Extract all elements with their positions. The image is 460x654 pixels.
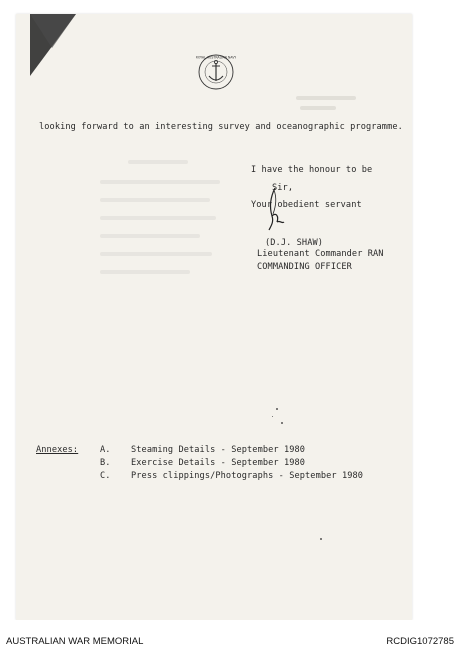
annex-letter: B. bbox=[100, 458, 111, 468]
opening-line: looking forward to an interesting survey and oceanographic programme. bbox=[39, 122, 403, 132]
annexes-heading: Annexes: bbox=[36, 445, 79, 455]
speck bbox=[272, 416, 273, 417]
document-page bbox=[16, 14, 412, 620]
signatory-title: COMMANDING OFFICER bbox=[257, 262, 352, 272]
signatory-rank: Lieutenant Commander RAN bbox=[257, 249, 384, 259]
speck bbox=[276, 408, 278, 410]
annex-letter: A. bbox=[100, 445, 111, 455]
annex-text: Press clippings/Photographs - September 1980 bbox=[131, 471, 364, 481]
valediction: Your obedient servant bbox=[251, 200, 362, 210]
annex-letter: C. bbox=[100, 471, 111, 481]
dark-corner-shadow bbox=[16, 14, 76, 76]
annex-text: Exercise Details - September 1980 bbox=[131, 458, 306, 468]
closing-line: I have the honour to be bbox=[251, 165, 373, 175]
speck bbox=[281, 422, 283, 424]
footer-institution: AUSTRALIAN WAR MEMORIAL bbox=[6, 636, 144, 647]
speck bbox=[320, 538, 322, 540]
annex-text: Steaming Details - September 1980 bbox=[131, 445, 306, 455]
archive-footer bbox=[0, 620, 460, 654]
footer-record-id: RCDIG1072785 bbox=[386, 636, 454, 647]
svg-text:ROYAL AUSTRALIAN NAVY: ROYAL AUSTRALIAN NAVY bbox=[196, 55, 236, 60]
salutation: Sir, bbox=[272, 183, 294, 193]
navy-anchor-seal-icon bbox=[196, 52, 236, 92]
handwritten-signature bbox=[263, 186, 287, 238]
signatory-name: (D.J. SHAW) bbox=[265, 238, 324, 248]
